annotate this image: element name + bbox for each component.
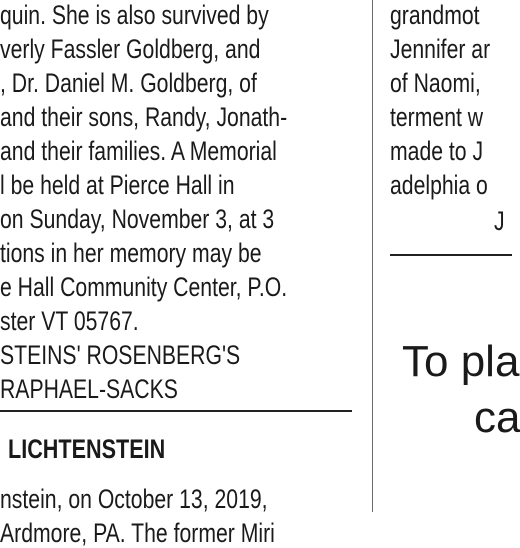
- funeral-home-line: RAPHAEL-SACKS: [0, 374, 178, 404]
- obituary-text-line: , Dr. Daniel M. Goldberg, of: [0, 68, 257, 98]
- advertisement-text: [402, 334, 520, 446]
- obituary-text-line: terment w: [390, 102, 484, 132]
- obituary-text-line: of Naomi,: [390, 68, 481, 98]
- obituary-text-line: and their sons, Randy, Jonath-: [0, 102, 288, 132]
- section-divider: [390, 254, 512, 256]
- obituary-text-line: e Hall Community Center, P.O.: [0, 272, 288, 302]
- obituary-text-line: grandmot: [390, 0, 480, 30]
- obituary-text-line: Jennifer ar: [390, 34, 491, 64]
- obituary-text-line: tions in her memory may be: [0, 238, 262, 268]
- obituary-text-line: nstein, on October 13, 2019,: [0, 484, 268, 514]
- obituary-headline: LICHTENSTEIN: [8, 434, 166, 464]
- obituary-text-line: quin. She is also survived by: [0, 0, 269, 30]
- obituary-text-line: on Sunday, November 3, at 3: [0, 204, 275, 234]
- column-divider: [372, 0, 373, 512]
- ad-line: To pla: [402, 337, 520, 386]
- obituary-text-line: Ardmore, PA. The former Miri: [0, 518, 275, 548]
- obituary-text-line: made to J: [390, 136, 484, 166]
- obituary-text-line: and their families. A Memorial: [0, 136, 277, 166]
- ad-line: ca: [474, 393, 520, 442]
- obituary-text-line: verly Fassler Goldberg, and: [0, 34, 261, 64]
- obituary-text-line: ster VT 05767.: [0, 306, 139, 336]
- obituary-text-line: adelphia o: [390, 170, 488, 200]
- funeral-home-line: STEINS' ROSENBERG'S: [0, 340, 241, 370]
- obituary-text-line: l be held at Pierce Hall in: [0, 170, 235, 200]
- obituary-column-right: [374, 0, 512, 278]
- obituary-text-line: J: [494, 206, 505, 236]
- section-divider: [0, 410, 352, 412]
